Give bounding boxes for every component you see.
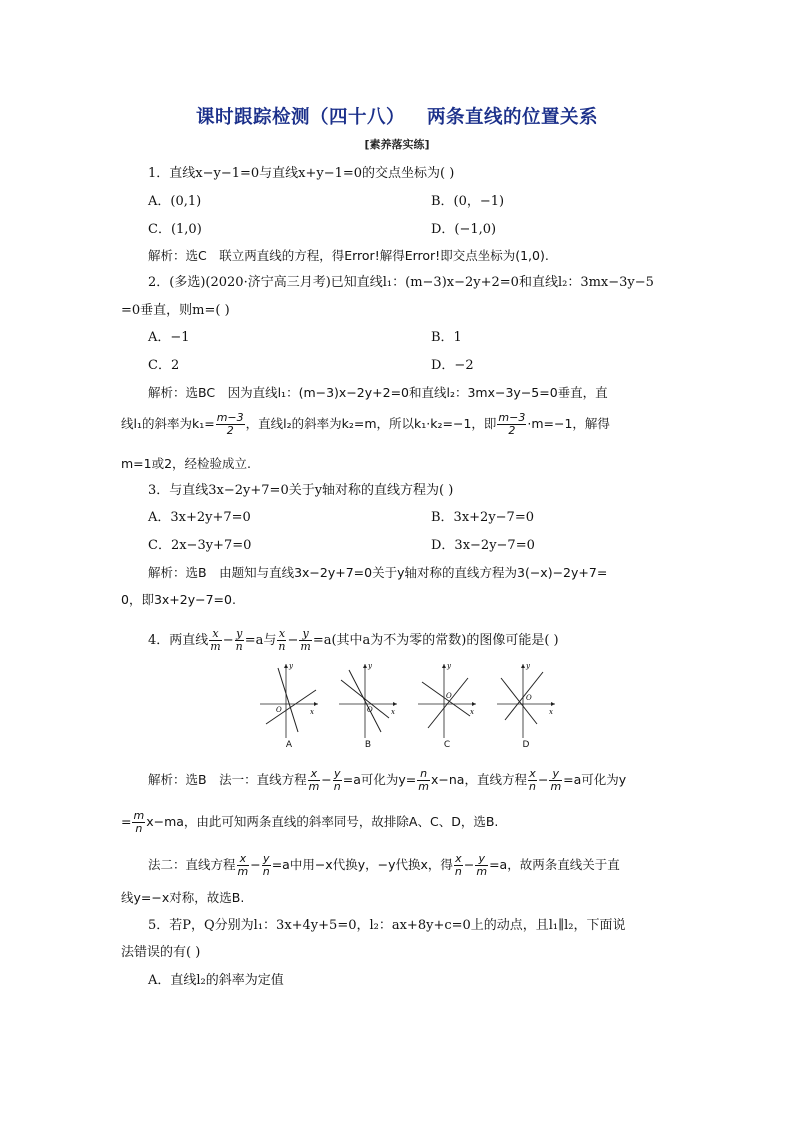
minus-sign: −	[537, 772, 549, 787]
figure-d	[493, 658, 559, 758]
q4-analysis-line1	[148, 768, 626, 793]
axis-y-label: y	[289, 662, 293, 670]
origin-label: O	[276, 706, 282, 714]
q4-an1a: 解析：选B 法一：直线方程	[148, 772, 307, 787]
q4-stem-c: =a(其中a为不为零的常数)的图像可能是( )	[312, 633, 559, 648]
frac-y-n	[333, 768, 342, 793]
q4-an2b: x−ma，由此可知两条直线的斜率同号，故排除A、C、D，选B.	[146, 814, 499, 829]
q1-option-d: D．(−1,0)	[431, 222, 497, 237]
q4-figures	[256, 658, 556, 758]
frac-num: m−3	[498, 411, 526, 424]
q2-an2b: ，直线l₂的斜率为k₂=m，所以k₁·k₂=−1，即	[245, 416, 497, 431]
q2-analysis-line1: 解析：选BC 因为直线l₁：(m−3)x−2y+2=0和直线l₂：3mx−3y−5=0垂直，直	[148, 385, 608, 400]
figure-label: D	[522, 740, 530, 750]
q2-option-d: D．−2	[431, 358, 474, 373]
minus-sign: −	[250, 857, 261, 872]
frac-y-m	[299, 628, 311, 653]
q4-stem-b: =a与	[244, 633, 277, 648]
q2-analysis-line3: m=1或2，经检验成立.	[121, 456, 252, 471]
q5-option-a: A．直线l₂的斜率为定值	[148, 973, 284, 988]
figure-label: A	[285, 740, 293, 750]
q3-analysis-line1: 解析：选B 由题知与直线3x−2y+7=0关于y轴对称的直线方程为3(−x)−2y+7=	[148, 565, 608, 580]
origin-label: O	[446, 692, 452, 700]
section-label: [素养落实练]	[364, 138, 430, 151]
minus-sign: −	[463, 857, 475, 872]
frac-den: m	[418, 780, 429, 793]
q1-stem: 1．直线x−y−1=0与直线x+y−1=0的交点坐标为( )	[148, 166, 455, 181]
frac-y-n	[262, 853, 271, 878]
figure-label: C	[443, 740, 451, 750]
q2-an2a: 线l₁的斜率为k₁=	[121, 416, 215, 431]
frac-num: y	[236, 627, 243, 640]
q2-option-b: B．1	[431, 330, 462, 345]
q2-stem-line2: =0垂直，则m=( )	[121, 303, 230, 318]
q2-an2c: ·m=−1，解得	[527, 416, 610, 431]
q4-stem-a: 4．两直线	[148, 633, 209, 648]
q4-an3b: =a中用−x代换y，−y代换x，得	[271, 857, 453, 872]
graph-d	[493, 658, 559, 740]
q2-fraction-1	[216, 412, 245, 437]
frac-den: n	[454, 865, 462, 878]
q4-an3a: 法二：直线方程	[148, 857, 236, 872]
q1-analysis: 解析：选C 联立两直线的方程，得Error!解得Error!即交点坐标为(1,0).	[148, 248, 549, 263]
frac-den: m	[476, 865, 488, 878]
frac-den: n	[235, 640, 243, 653]
title-topic: 两条直线的位置关系	[427, 107, 599, 128]
graph-c	[414, 658, 480, 740]
q4-analysis-line2	[121, 810, 498, 835]
q1-option-a: A．(0,1)	[148, 194, 202, 209]
frac-x-m	[209, 628, 221, 653]
frac-y-m	[475, 853, 488, 878]
q4-analysis-line4: 线y=−x对称，故选B.	[121, 890, 245, 905]
frac-num: x	[278, 627, 286, 640]
frac-den: n	[528, 780, 536, 793]
q2-option-a: A．−1	[148, 330, 190, 345]
frac-x-n	[528, 768, 537, 793]
q3-option-b: B．3x+2y−7=0	[431, 510, 534, 525]
frac-num: n	[417, 768, 430, 781]
frac-y-m	[549, 768, 562, 793]
q3-analysis-line2: 0，即3x+2y−7=0.	[121, 592, 236, 607]
q3-option-c: C．2x−3y+7=0	[148, 538, 252, 553]
frac-x-m	[237, 853, 250, 878]
frac-m-n	[132, 810, 145, 835]
minus-sign: −	[321, 772, 332, 787]
axis-x-label: x	[391, 708, 395, 716]
title-main: 课时跟踪检测（四十八）	[195, 107, 405, 128]
q2-stem-line1: 2．(多选)(2020·济宁高三月考)已知直线l₁：(m−3)x−2y+2=0和直线l₂：3mx−3y−5	[148, 275, 654, 290]
q4-an2a: =	[121, 814, 132, 829]
figure-b	[335, 658, 401, 758]
frac-den: m	[308, 780, 320, 793]
figure-label: B	[364, 740, 372, 750]
q4-an3c: =a，故两条直线关于直	[489, 857, 620, 872]
frac-den: 2	[508, 424, 516, 437]
frac-num: y	[549, 768, 562, 781]
q4-analysis-line3	[148, 853, 620, 878]
frac-den: m	[550, 780, 562, 793]
axis-y-label: y	[447, 662, 451, 670]
axis-x-label: x	[470, 708, 474, 716]
figure-c	[414, 658, 480, 758]
figure-a	[256, 658, 322, 758]
q3-stem: 3．与直线3x−2y+7=0关于y轴对称的直线方程为( )	[148, 483, 454, 498]
frac-num: x	[237, 853, 250, 866]
q1-option-c: C．(1,0)	[148, 222, 202, 237]
frac-num: y	[299, 628, 311, 641]
axis-x-label: x	[549, 708, 553, 716]
frac-num: y	[334, 767, 341, 780]
axis-x-label: x	[310, 708, 314, 716]
page-title	[0, 103, 794, 129]
frac-x-n	[277, 628, 286, 653]
frac-den: 2	[226, 424, 234, 437]
graph-b	[335, 658, 401, 740]
q4-stem	[148, 628, 559, 653]
frac-y-n	[235, 628, 244, 653]
frac-num: m−3	[216, 411, 244, 424]
frac-num: x	[529, 767, 536, 780]
frac-num: y	[262, 852, 270, 865]
frac-den: n	[333, 780, 341, 793]
q4-an1d: =a可化为y	[563, 772, 627, 787]
frac-den: m	[237, 865, 249, 878]
origin-label: O	[367, 706, 373, 714]
q4-an1b: =a可化为y=	[342, 772, 417, 787]
q5-stem-line2: 法错误的有( )	[121, 945, 201, 960]
frac-den: n	[262, 865, 270, 878]
frac-num: m	[133, 809, 145, 822]
frac-num: x	[209, 628, 221, 641]
frac-n-m	[417, 768, 430, 793]
q4-an1c: x−na，直线方程	[431, 772, 527, 787]
q3-option-a: A．3x+2y+7=0	[148, 510, 251, 525]
minus-sign: −	[287, 633, 299, 648]
frac-num: y	[475, 853, 488, 866]
q2-analysis-line2	[121, 412, 610, 437]
q2-option-c: C．2	[148, 358, 180, 373]
frac-x-m	[308, 768, 321, 793]
frac-den: m	[300, 640, 311, 653]
frac-den: n	[278, 640, 286, 653]
frac-den: m	[210, 640, 221, 653]
graph-a	[256, 658, 322, 740]
frac-x-n	[454, 853, 463, 878]
minus-sign: −	[222, 633, 234, 648]
frac-num: x	[455, 852, 462, 865]
frac-den: n	[135, 822, 143, 835]
q1-option-b: B．(0，−1)	[431, 194, 505, 209]
axis-y-label: y	[368, 662, 372, 670]
origin-label: O	[526, 694, 532, 702]
q3-option-d: D．3x−2y−7=0	[431, 538, 535, 553]
axis-y-label: y	[526, 662, 530, 670]
q2-fraction-2	[497, 412, 526, 437]
q5-stem-line1: 5．若P，Q分别为l₁：3x+4y+5=0，l₂：ax+8y+c=0上的动点，且l₁∥l₂，下面说	[148, 918, 626, 933]
frac-num: x	[308, 768, 321, 781]
